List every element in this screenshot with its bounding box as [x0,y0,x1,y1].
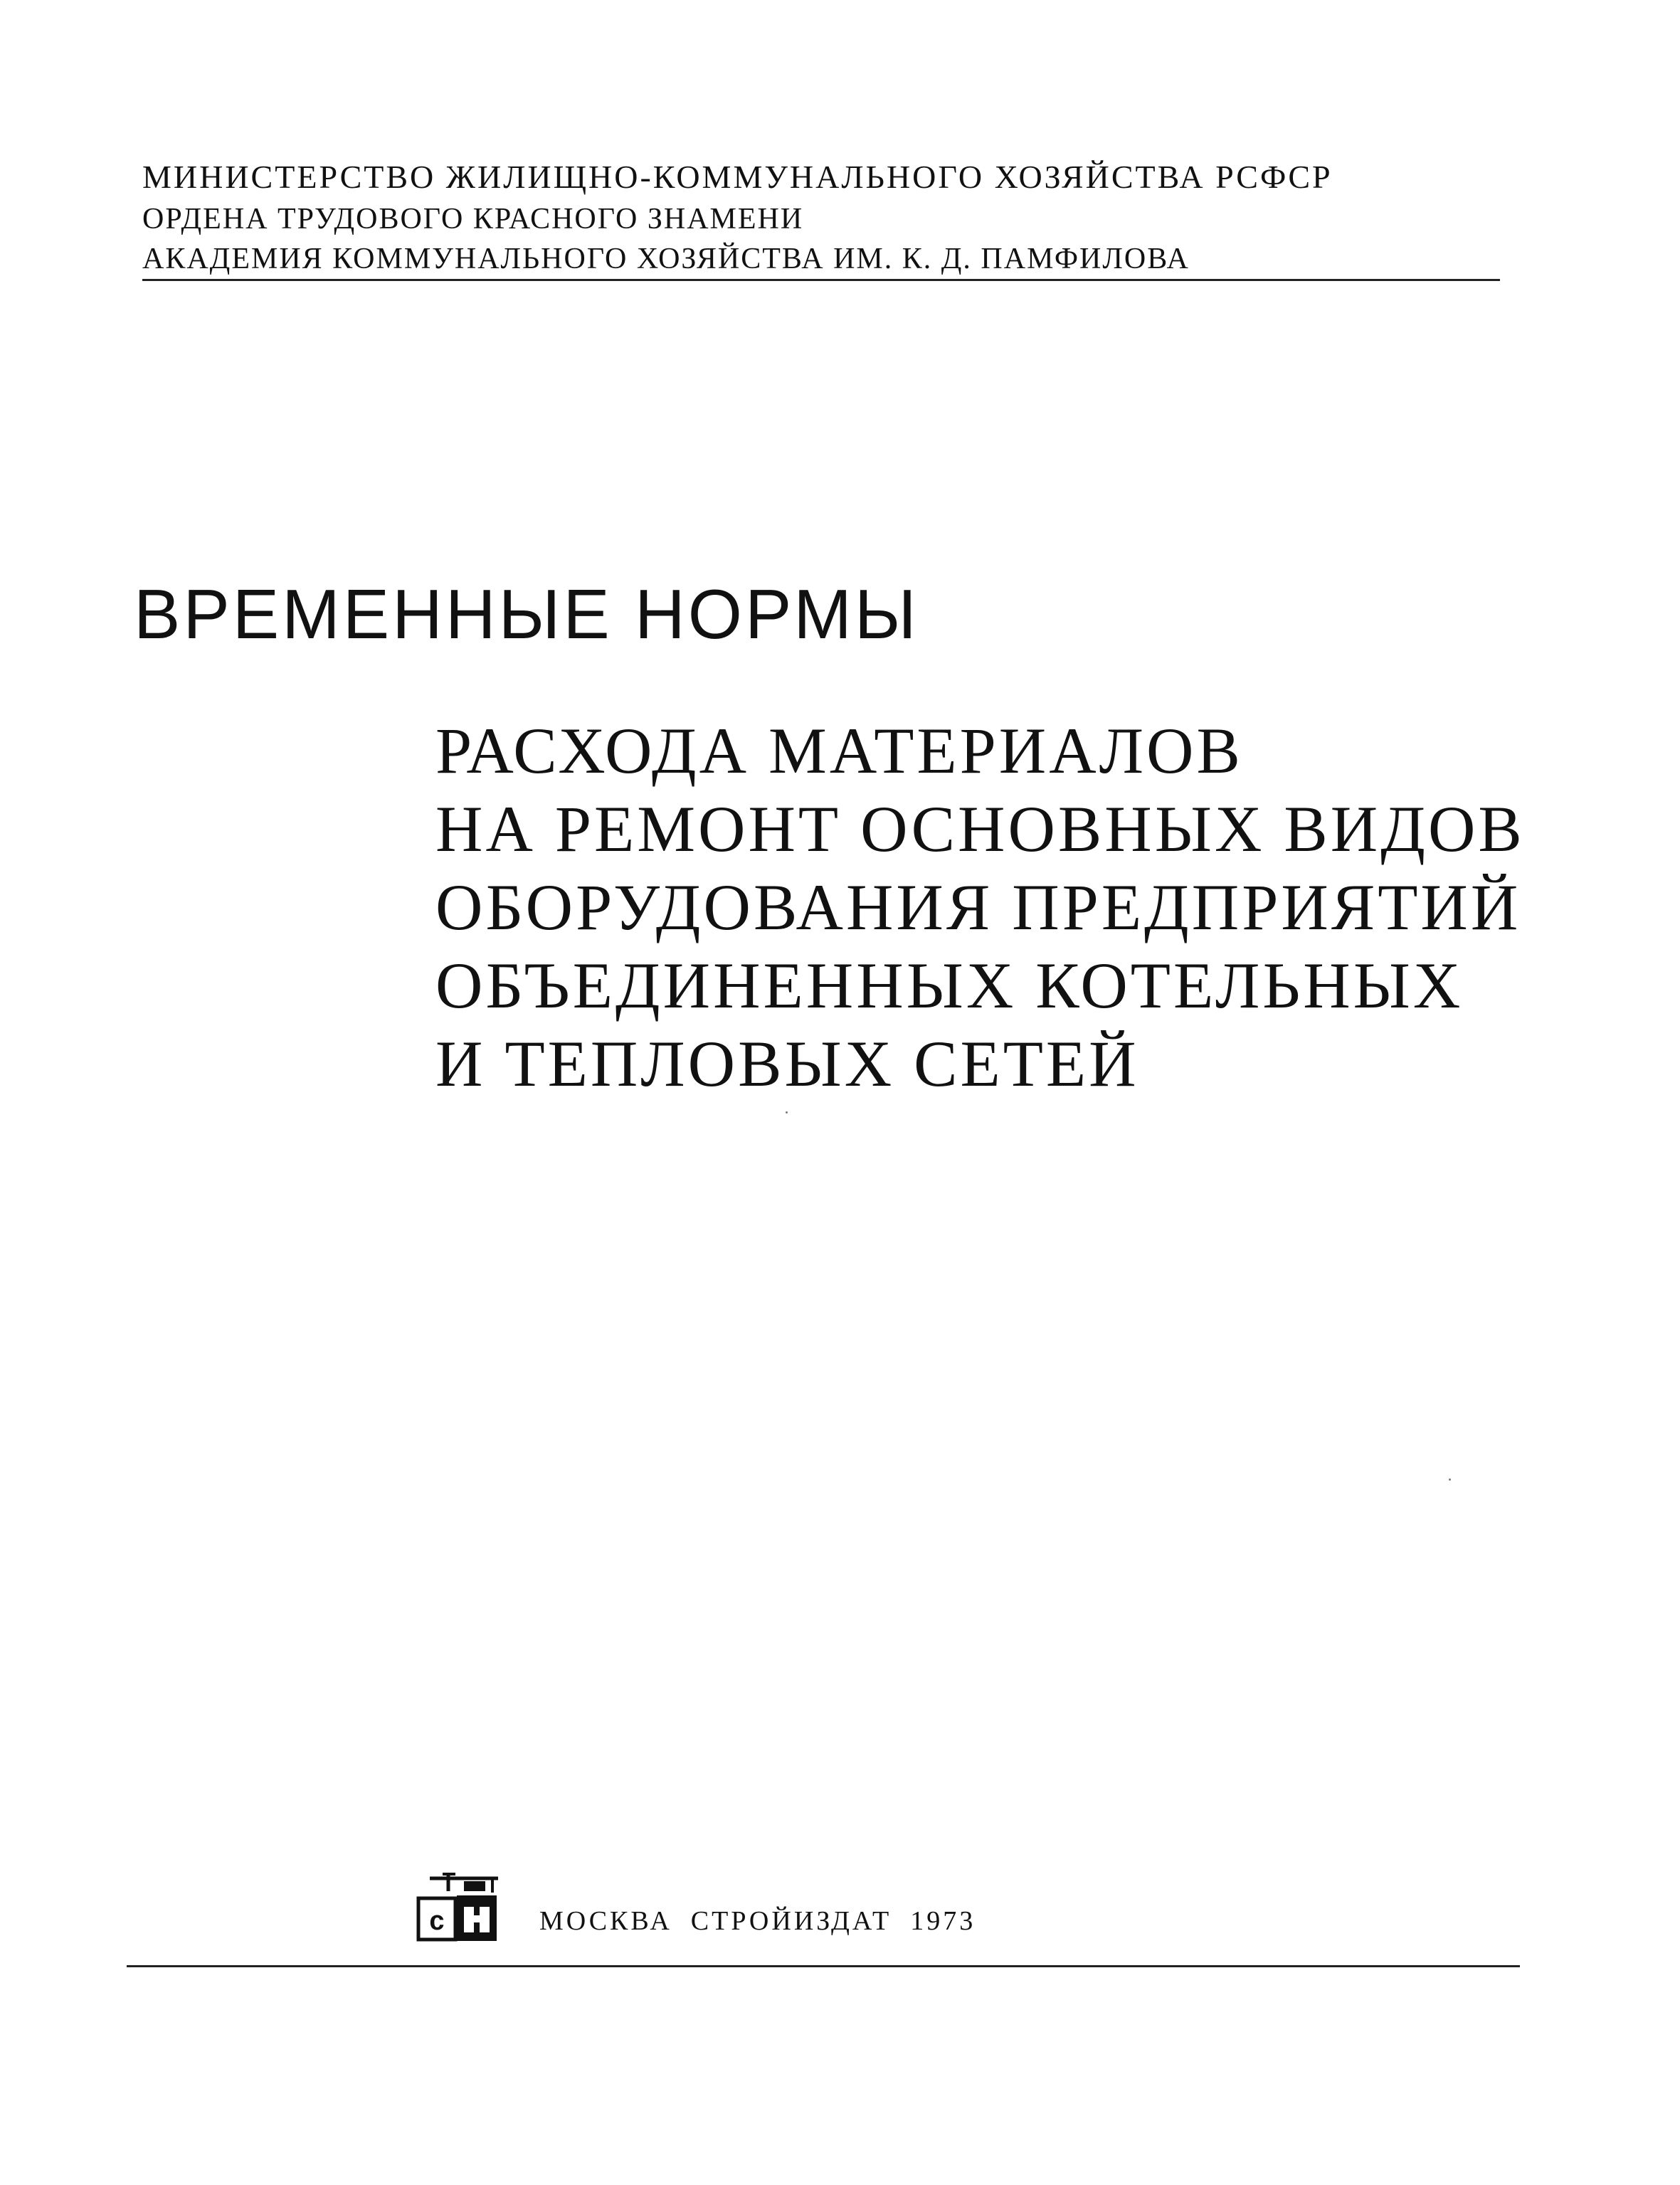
document-subtitle [435,711,1525,1103]
ministry-header [142,155,1494,279]
footer-divider [127,1965,1520,1967]
subtitle-line: ОБЪЕДИНЕННЫХ КОТЕЛЬНЫХ [435,949,1464,1022]
scan-speck [1449,1478,1451,1481]
publication-year: 1973 [910,1906,976,1936]
header-divider [142,279,1500,281]
publisher-imprint [539,1905,976,1942]
subtitle-line: ОБОРУДОВАНИЯ ПРЕДПРИЯТИЙ [435,871,1521,943]
svg-text:с: с [429,1906,445,1936]
subtitle-line: НА РЕМОНТ ОСНОВНЫХ ВИДОВ [435,793,1525,865]
subtitle-line: И ТЕПЛОВЫХ СЕТЕЙ [435,1027,1139,1100]
publisher-city: МОСКВА [539,1906,672,1936]
academy-name: АКАДЕМИЯ КОММУНАЛЬНОГО ХОЗЯЙСТВА ИМ. К. Д. ПАМФИЛОВА [142,243,1190,275]
publisher-name: СТРОЙИЗДАТ [690,1906,892,1936]
order-line: ОРДЕНА ТРУДОВОГО КРАСНОГО ЗНАМЕНИ [142,203,804,236]
document-title: ВРЕМЕННЫЕ НОРМЫ [134,575,919,653]
scan-speck [786,1111,788,1113]
stroyizdat-logo-icon [414,1871,500,1942]
publisher-line [414,1871,976,1942]
ministry-name: МИНИСТЕРСТВО ЖИЛИЩНО-КОММУНАЛЬНОГО ХОЗЯЙСТВА РСФСР [142,159,1333,195]
subtitle-line: РАСХОДА МАТЕРИАЛОВ [435,714,1243,787]
